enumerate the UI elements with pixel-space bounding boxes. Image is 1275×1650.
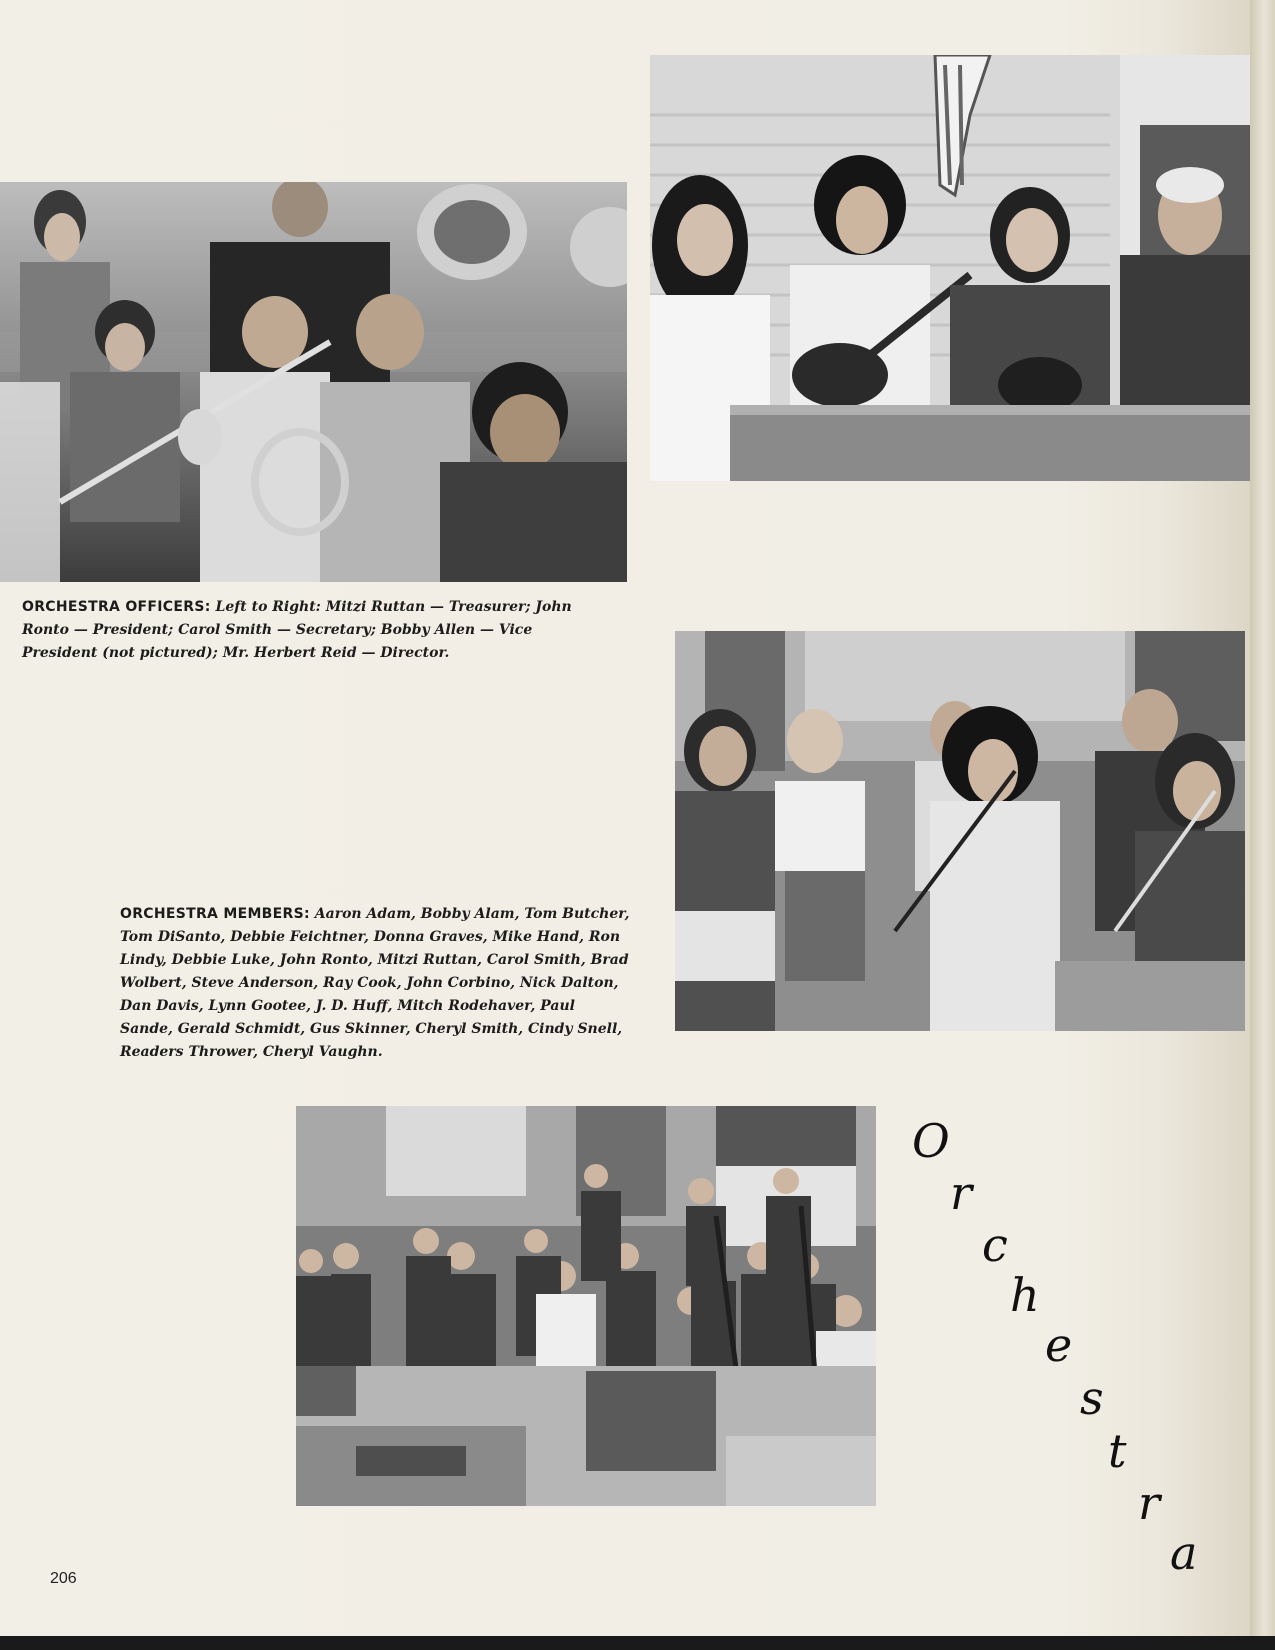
caption-members-text: Aaron Adam, Bobby Alam, Tom Butcher, Tom DiSanto, Debbie Feichtner, Donna Graves, Mike Hand, Ron Lindy, Debbie Luke, John Ronto, Mitzi Ruttan, Carol Smith, Brad Wolbert, Steve Anderson, Ray Cook, John Corbino, Nick Dalton, Dan Davis, Lynn Gootee, J. D. Huff, Mitch Rodehaver, Paul Sande, Gerald Schmidt, Gus Skinner, Cheryl Smith, Cindy Snell, Readers Thrower, Cheryl Vaughn. (120, 906, 630, 1060)
caption-members (120, 903, 630, 1064)
title-letter: O (912, 1114, 950, 1168)
book-spine (1250, 0, 1275, 1650)
title-letter: c (982, 1218, 1008, 1272)
title-letter: r (1138, 1476, 1160, 1530)
title-letter: t (1108, 1424, 1127, 1478)
caption-officers-text: Left to Right: Mitzi Ruttan — Treasurer; John Ronto — President; Carol Smith — Secretary; Bobby Allen — Vice President (not pictured); Mr. Herbert Reid — Director. (22, 599, 572, 661)
title-letter: h (1010, 1268, 1040, 1322)
photo-orchestra-officers (650, 55, 1250, 481)
photo-string-section-rehearsal (675, 631, 1245, 1031)
title-letter: a (1170, 1526, 1198, 1580)
photo-brass-and-bass-players (0, 182, 627, 582)
title-letter: e (1045, 1318, 1073, 1372)
title-letter: r (950, 1166, 972, 1220)
title-letter: s (1080, 1371, 1104, 1425)
scan-edge (0, 1636, 1275, 1650)
caption-officers-lead: ORCHESTRA OFFICERS: (22, 599, 211, 615)
caption-members-lead: ORCHESTRA MEMBERS: (120, 906, 310, 922)
photo-full-orchestra-group (296, 1106, 876, 1506)
caption-officers (22, 596, 582, 665)
page-number: 206 (50, 1570, 77, 1587)
